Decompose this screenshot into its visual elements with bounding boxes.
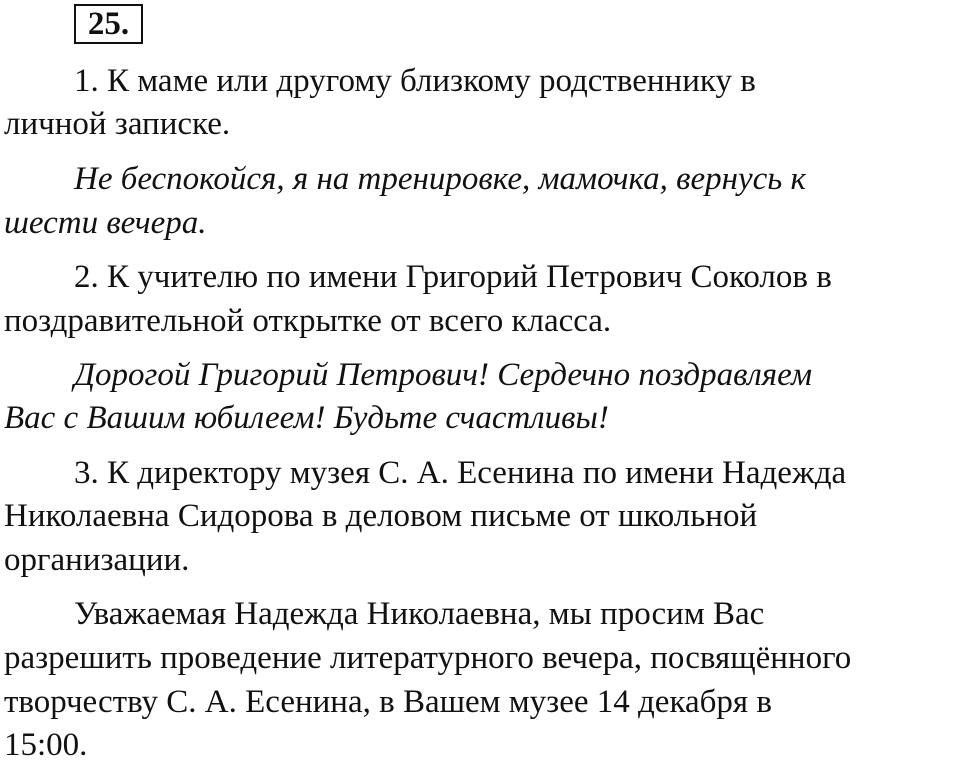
task-3-line-3: организации. bbox=[4, 542, 190, 578]
task-1-line-2: личной записке. bbox=[4, 106, 231, 142]
task-3-line-2: Николаевна Сидорова в деловом письме от школьной bbox=[4, 498, 758, 534]
task-3-line-1: 3. К директору музея С. А. Есенина по имени Надежда bbox=[74, 455, 847, 491]
task-2-line-1: 2. К учителю по имени Григорий Петрович Соколов в bbox=[74, 259, 832, 295]
answer-2-line-2: Вас с Вашим юбилеем! Будьте счастливы! bbox=[4, 400, 609, 436]
answer-3-line-2: разрешить проведение литературного вечера, посвящённого bbox=[4, 640, 852, 676]
answer-1-line-2: шести вечера. bbox=[4, 205, 207, 241]
answer-1-line-1: Не беспокойся, я на тренировке, мамочка, вернусь к bbox=[74, 161, 806, 197]
exercise-number: 25. bbox=[74, 4, 143, 44]
task-2-line-2: поздравительной открытке от всего класса. bbox=[4, 303, 612, 339]
answer-3-line-4: 15:00. bbox=[4, 727, 88, 763]
answer-3-line-1: Уважаемая Надежда Николаевна, мы просим Вас bbox=[74, 596, 765, 632]
answer-2-line-1: Дорогой Григорий Петрович! Сердечно поздравляем bbox=[74, 357, 813, 393]
answer-3-line-3: творчеству С. А. Есенина, в Вашем музее 14 декабря в bbox=[4, 684, 772, 720]
task-1-line-1: 1. К маме или другому близкому родственнику в bbox=[74, 63, 756, 99]
